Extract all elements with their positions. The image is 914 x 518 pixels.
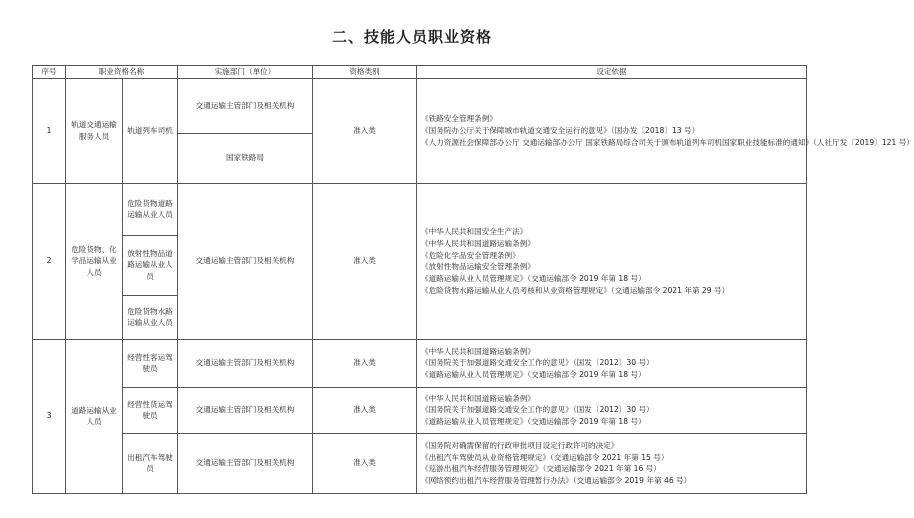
sub-qualification: 放射性物品道路运输从业人员	[123, 235, 178, 295]
basis-cell	[417, 339, 807, 387]
basis-line: 《危险货物水路运输从业人员考核和从业资格管理规定》（交通运输部令 2021 年第 29 号）	[421, 285, 730, 295]
department-cell: 交通运输主管部门及相关机构	[178, 78, 313, 133]
sub-qualification: 出租汽车驾驶员	[123, 433, 178, 493]
page-title: 二、技能人员职业资格	[331, 28, 492, 46]
basis-line: 《铁路安全管理条例》	[421, 114, 497, 124]
qualification-name: 危险货物、化学品运输从业人员	[66, 183, 123, 339]
department-cell: 交通运输主管部门及相关机构	[178, 433, 313, 493]
department-cell: 交通运输主管部门及相关机构	[178, 183, 313, 339]
basis-cell	[417, 78, 914, 183]
basis-cell	[417, 433, 807, 493]
header-qualification: 职业资格名称	[66, 66, 178, 79]
category-cell: 准入类	[313, 339, 417, 387]
basis-line: 《出租汽车驾驶员从业资格管理规定》（交通运输部令 2021 年第 15 号）	[421, 452, 669, 462]
basis-line: 《人力资源社会保障部办公厅 交通运输部办公厅 国家铁路局综合司关于颁布轨道列车司机国家职业技能标准的通知》（人社厅发〔2019〕121 号）	[421, 137, 914, 147]
header-seq: 序号	[33, 66, 66, 79]
basis-line: 《道路运输从业人员管理规定》（交通运输部令 2019 年第 18 号）	[421, 274, 646, 284]
qualification-name: 道路运输从业人员	[66, 339, 123, 493]
basis-line: 《网络预约出租汽车经营服务管理暂行办法》（交通运输部令 2019 年第 46 号）	[421, 476, 692, 486]
sub-qualification: 经营性货运驾驶员	[123, 387, 178, 433]
seq-cell: 3	[33, 339, 66, 493]
department-cell: 国家铁路局	[178, 133, 313, 183]
seq-cell: 1	[33, 78, 66, 183]
table-row	[33, 387, 807, 433]
table-header-row	[33, 66, 807, 79]
basis-cell	[417, 183, 807, 339]
sub-qualification: 危险货物水路运输从业人员	[123, 295, 178, 339]
category-cell: 准入类	[313, 78, 417, 183]
department-cell: 交通运输主管部门及相关机构	[178, 339, 313, 387]
sub-qualification: 危险货物道路运输从业人员	[123, 183, 178, 235]
header-category: 资格类别	[313, 66, 417, 79]
category-cell: 准入类	[313, 387, 417, 433]
basis-line: 《中华人民共和国安全生产法》	[421, 226, 528, 236]
basis-line: 《国务院办公厅关于保障城市轨道交通安全运行的意见》（国办发〔2018〕13 号）	[421, 125, 700, 135]
basis-line: 《放射性物品运输安全管理条例》	[421, 262, 535, 272]
basis-cell	[417, 387, 807, 433]
basis-line: 《国务院对确需保留的行政审批项目设定行政许可的决定》	[421, 440, 619, 450]
basis-line: 《危险化学品安全管理条例》	[421, 250, 520, 260]
table-row	[33, 433, 807, 493]
qualification-table	[32, 65, 914, 494]
sub-qualification: 经营性客运驾驶员	[123, 339, 178, 387]
basis-line: 《道路运输从业人员管理规定》（交通运输部令 2019 年第 18 号）	[421, 417, 646, 427]
sub-qualification: 轨道列车司机	[123, 78, 178, 183]
header-basis: 设定依据	[417, 66, 807, 79]
basis-line: 《国务院关于加强道路交通安全工作的意见》（国发〔2012〕30 号）	[421, 405, 654, 415]
table-row	[33, 183, 807, 235]
category-cell: 准入类	[313, 433, 417, 493]
seq-cell: 2	[33, 183, 66, 339]
department-cell: 交通运输主管部门及相关机构	[178, 387, 313, 433]
header-department: 实施部门（单位）	[178, 66, 313, 79]
qualification-name: 轨道交通运输服务人员	[66, 78, 123, 183]
basis-line: 《中华人民共和国道路运输条例》	[421, 393, 535, 403]
basis-line: 《巡游出租汽车经营服务管理规定》（交通运输部令 2021 年第 16 号）	[421, 464, 661, 474]
table-row	[33, 339, 807, 387]
table-row	[33, 78, 807, 133]
basis-line: 《国务院关于加强道路交通安全工作的意见》（国发〔2012〕30 号）	[421, 358, 654, 368]
basis-line: 《中华人民共和国道路运输条例》	[421, 346, 535, 356]
basis-line: 《道路运输从业人员管理规定》（交通运输部令 2019 年第 18 号）	[421, 370, 646, 380]
category-cell: 准入类	[313, 183, 417, 339]
basis-line: 《中华人民共和国道路运输条例》	[421, 238, 535, 248]
